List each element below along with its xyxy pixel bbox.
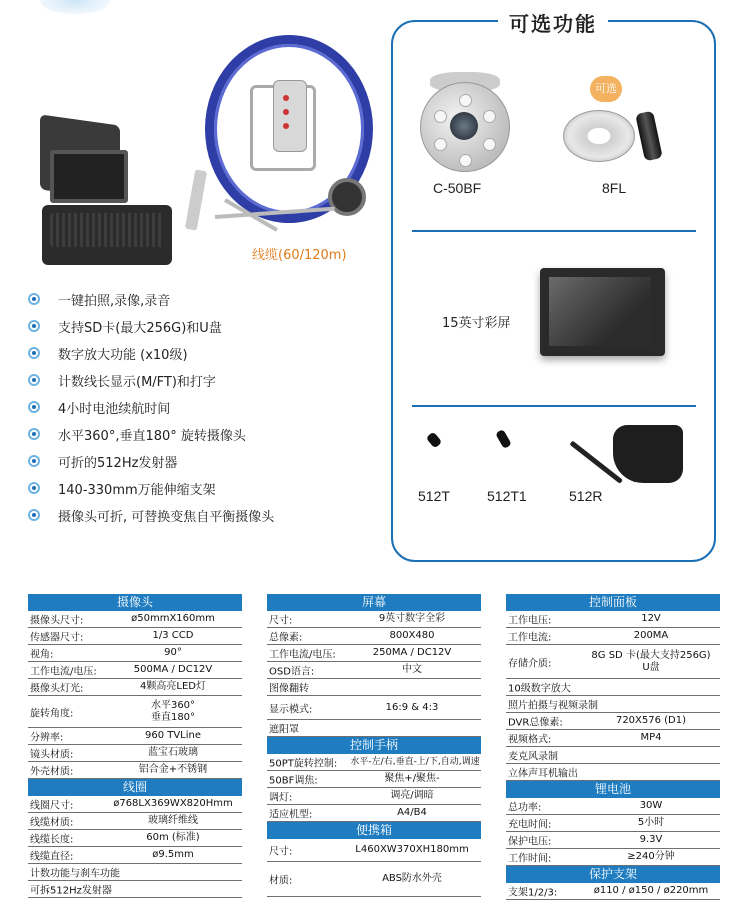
table-row: 线缆长度: 60m (标准): [28, 830, 242, 847]
receiver-512r-image: [613, 425, 683, 483]
table-row: OSD语言: 中文: [267, 662, 481, 679]
bullet-icon: [28, 455, 40, 467]
512t-label: 512T: [418, 488, 450, 504]
table-row: 工作电压: 12V: [506, 611, 720, 628]
c50bf-label: C-50BF: [433, 180, 482, 196]
table-row: 线缆材质: 玻璃纤维线: [28, 813, 242, 830]
table-row: 存储介质: 8G SD 卡(最大支持256G) U盘: [506, 645, 720, 679]
bracket-table-header: 保护支架: [506, 866, 720, 883]
table-row: 麦克风录制: [506, 747, 720, 764]
table-row: 尺寸: L460XW370XH180mm: [267, 839, 481, 862]
bullet-icon: [28, 293, 40, 305]
table-row: 遮阳罩: [267, 720, 481, 737]
table-row: 外壳材质: 铝合金+不锈钢: [28, 762, 242, 779]
c50bf-camera-image: [420, 72, 512, 172]
table-row: 工作电流/电压: 500MA / DC12V: [28, 662, 242, 679]
table-row: 摄像头灯光: 4颗高亮LED灯: [28, 679, 242, 696]
table-row: 适应机型: A4/B4: [267, 805, 481, 822]
handle-table-header: 控制手柄: [267, 737, 481, 754]
panel-divider: [412, 230, 696, 232]
screen-table-header: 屏幕: [267, 594, 481, 611]
table-row: 立体声耳机输出: [506, 764, 720, 781]
table-row: 总功率: 30W: [506, 798, 720, 815]
512r-label: 512R: [569, 488, 603, 504]
table-row: 材质: ABS防水外壳: [267, 862, 481, 897]
table-row: 工作电流: 200MA: [506, 628, 720, 645]
table-row: 50BF调焦: 聚焦+/聚焦-: [267, 771, 481, 788]
table-row: 50PT旋转控制: 水平-左/右,垂直-上/下,自动,调速: [267, 754, 481, 771]
table-row: 摄像头尺寸: ø50mmX160mm: [28, 611, 242, 628]
table-row: 调灯: 调亮/调暗: [267, 788, 481, 805]
table-row: 可拆512Hz发射器: [28, 881, 242, 898]
decor-splash: [40, 0, 110, 14]
table-row: DVR总像素: 720X576 (D1): [506, 713, 720, 730]
table-row: 传感器尺寸: 1/3 CCD: [28, 628, 242, 645]
512t1-label: 512T1: [487, 488, 527, 504]
table-row: 显示模式: 16:9 & 4:3: [267, 696, 481, 720]
table-row: 尺寸: 9英寸数字全彩: [267, 611, 481, 628]
table-row: 视频格式: MP4: [506, 730, 720, 747]
product-image: [30, 30, 380, 260]
coil-table-header: 线圈: [28, 779, 242, 796]
table-row: 支架1/2/3: ø110 / ø150 / ø220mm: [506, 883, 720, 900]
bullet-icon: [28, 374, 40, 386]
feature-item: 水平360°,垂直180° 旋转摄像头: [28, 425, 368, 451]
carry-table-header: 便携箱: [267, 822, 481, 839]
table-row: 视角: 90°: [28, 645, 242, 662]
battery-table-header: 锂电池: [506, 781, 720, 798]
table-row: 工作电流/电压: 250MA / DC12V: [267, 645, 481, 662]
monitor-case-image: [40, 120, 175, 270]
bullet-icon: [28, 509, 40, 521]
feature-item: 140-330mm万能伸缩支架: [28, 479, 368, 505]
table-row: 10级数字放大: [506, 679, 720, 696]
bullet-icon: [28, 401, 40, 413]
bullet-icon: [28, 347, 40, 359]
table-row: 镜头材质: 蓝宝石玻璃: [28, 745, 242, 762]
feature-item: 一键拍照,录像,录音: [28, 290, 368, 316]
bullet-icon: [28, 428, 40, 440]
camera-spec-table: [28, 594, 242, 898]
table-row: 计数功能与刹车功能: [28, 864, 242, 881]
feature-item: 支持SD卡(最大256G)和U盘: [28, 317, 368, 343]
bullet-icon: [28, 320, 40, 332]
control-table-header: 控制面板: [506, 594, 720, 611]
camera-table-header: 摄像头: [28, 594, 242, 611]
8fl-label: 8FL: [602, 180, 627, 196]
table-row: 分辨率: 960 TVLine: [28, 728, 242, 745]
table-row: 线缆直径: ø9.5mm: [28, 847, 242, 864]
optional-badge: 可选: [590, 76, 622, 102]
table-row: 照片拍摄与视频录制: [506, 696, 720, 713]
table-row: 图像翻转: [267, 679, 481, 696]
table-row: 保护电压: 9.3V: [506, 832, 720, 849]
table-row: 总像素: 800X480: [267, 628, 481, 645]
optional-panel-title: 可选功能: [509, 12, 597, 36]
cable-label: 线缆(60/120m): [252, 248, 347, 263]
screen-spec-table: [267, 594, 481, 897]
feature-item: 计数线长显示(M/FT)和打字: [28, 371, 368, 397]
screen15-label: 15英寸彩屏: [442, 316, 511, 331]
feature-item: 数字放大功能 (x10级): [28, 344, 368, 370]
camera-probe-image: [185, 169, 207, 230]
screen15-image: [540, 268, 665, 356]
table-row: 工作时间: ≥240分钟: [506, 849, 720, 866]
bullet-icon: [28, 482, 40, 494]
8fl-ring-image: [563, 110, 635, 162]
feature-item: 4小时电池续航时间: [28, 398, 368, 424]
feature-item: 摄像头可折, 可替换变焦自平衡摄像头: [28, 506, 368, 532]
feature-item: 可折的512Hz发射器: [28, 452, 368, 478]
reel-control-box: [273, 80, 307, 152]
panel-divider: [412, 405, 696, 407]
table-row: 线圈尺寸: ø768LX369WX820Hmm: [28, 796, 242, 813]
control-spec-table: [506, 594, 720, 900]
table-row: 旋转角度: 水平360° 垂直180°: [28, 696, 242, 728]
table-row: 充电时间: 5小时: [506, 815, 720, 832]
